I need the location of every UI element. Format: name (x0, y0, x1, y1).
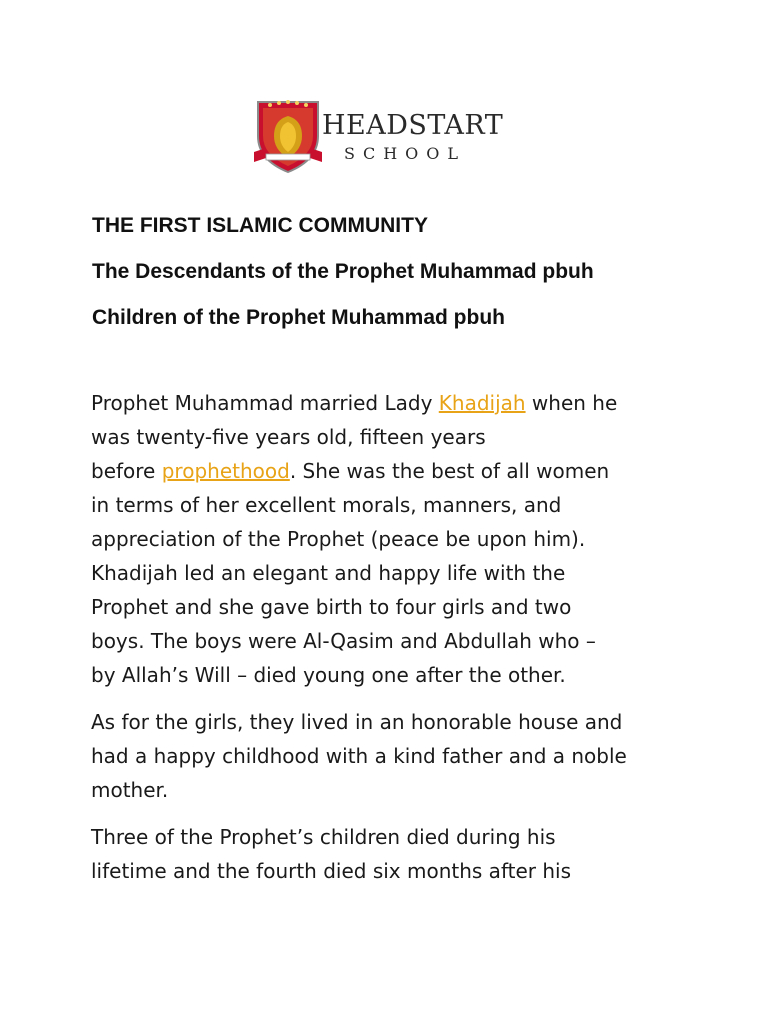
lion-crest-icon (252, 92, 324, 174)
text-line (91, 454, 691, 488)
text-line: Khadijah led an elegant and happy life with the (91, 561, 566, 585)
text-line: As for the girls, they lived in an honorable house and (91, 710, 623, 734)
document-subtitle: The Descendants of the Prophet Muhammad pbuh (92, 260, 594, 283)
text-span: Prophet Muhammad married Lady (91, 391, 439, 415)
document-headings (92, 214, 732, 352)
paragraph-3 (91, 820, 691, 888)
text-span: . She was the best of all women (289, 459, 610, 483)
text-line: boys. The boys were Al-Qasim and Abdullah who – (91, 629, 596, 653)
text-line: was twenty-five years old, fifteen years (91, 425, 486, 449)
school-logo (252, 92, 512, 174)
link-khadijah[interactable]: Khadijah (438, 391, 526, 415)
section-heading: Children of the Prophet Muhammad pbuh (92, 306, 505, 329)
paragraph-1 (91, 386, 691, 692)
paragraph-2 (91, 705, 691, 807)
text-line: mother. (91, 778, 169, 802)
text-line: appreciation of the Prophet (peace be upon him). (91, 527, 586, 551)
text-line: in terms of her excellent morals, manners, and (91, 493, 562, 517)
text-line: had a happy childhood with a kind father and a noble (91, 744, 627, 768)
text-span: before (91, 459, 162, 483)
text-line: by Allah’s Will – died young one after the other. (91, 663, 566, 687)
text-line (91, 386, 691, 420)
document-body (91, 386, 691, 901)
text-line: Prophet and she gave birth to four girls and two (91, 595, 572, 619)
text-line: lifetime and the fourth died six months after his (91, 859, 572, 883)
document-title: THE FIRST ISLAMIC COMMUNITY (92, 214, 428, 237)
logo-wordmark-headstart: HEADSTART (322, 110, 504, 141)
text-line: Three of the Prophet’s children died during his (91, 825, 556, 849)
link-prophethood[interactable]: prophethood (161, 459, 290, 483)
text-span: when he (525, 391, 618, 415)
logo-wordmark-school: SCHOOL (344, 144, 467, 163)
